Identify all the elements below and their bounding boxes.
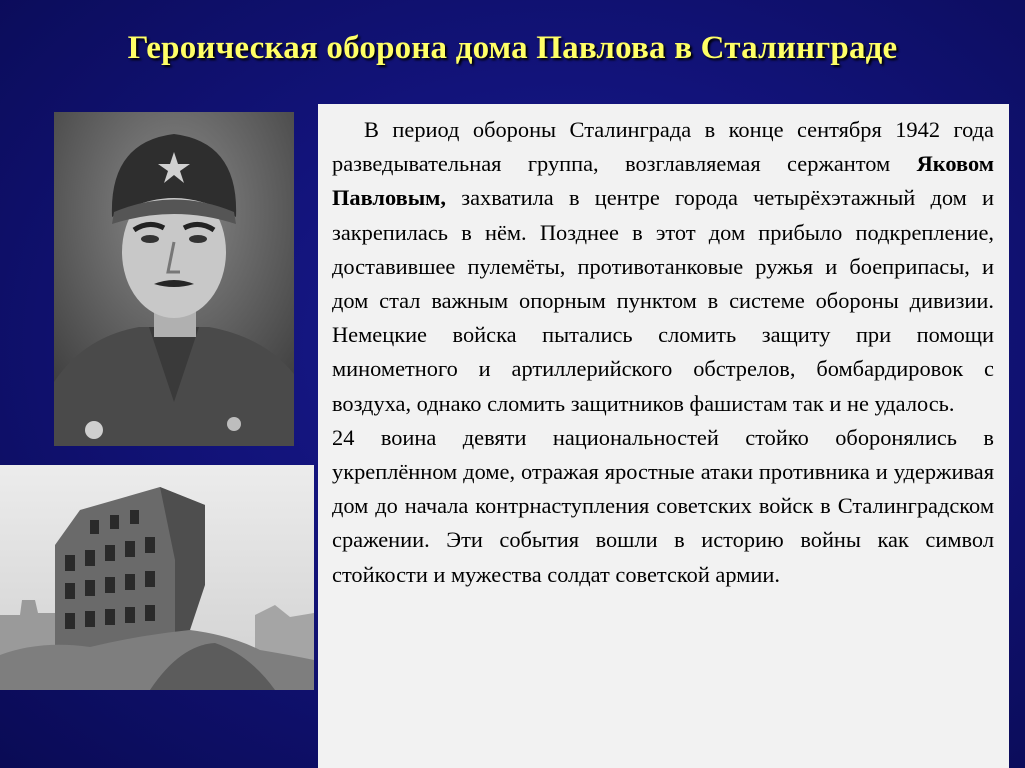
- paragraph-1: [332, 113, 994, 421]
- paragraph-1-start: В период обороны Сталинграда в конце сентября 1942 года разведывательная группа, возглавляемая сержантом: [332, 117, 994, 177]
- pavlov-name: Яковом Павловым,: [332, 151, 994, 211]
- text-body: [332, 113, 994, 592]
- paragraph-1-end: захватила в центре города четырёхэтажный дом и закрепилась в нём. Позднее в этот дом прибыло подкрепление, доставившее пулемёты, противотанковые ружья и боеприпасы, и дом стал важным опорным пунктом в системе обороны дивизии. Немецкие войска пытались сломить защиту при помощи минометного и артиллерийского обстрелов, бомбардировок с воздуха, однако сломить защитников фашистам так и не удалось.: [332, 185, 994, 416]
- portrait-photo: [54, 112, 294, 446]
- ruined-house-photo: [0, 465, 314, 690]
- paragraph-2: 24 воина девяти национальностей стойко оборонялись в укреплённом доме, отражая яростные атаки противника и удерживая дом до начала контрнаступления советских войск в Сталинградском сражении. Эти события вошли в историю войны как символ стойкости и мужества солдат советской армии.: [332, 424, 994, 587]
- slide-title: Героическая оборона дома Павлова в Сталинграде: [127, 30, 898, 66]
